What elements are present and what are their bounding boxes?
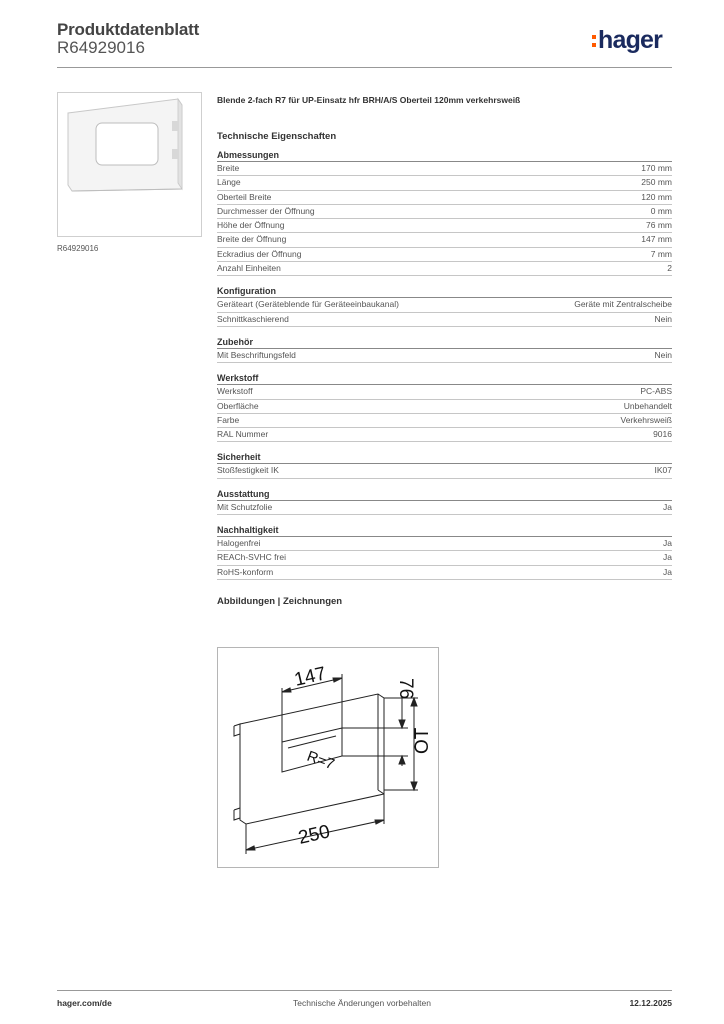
spec-row <box>217 248 672 262</box>
document-title: Produktdatenblatt <box>57 20 200 39</box>
group-safety <box>217 452 672 478</box>
spec-row <box>217 414 672 428</box>
technical-drawing <box>217 647 439 868</box>
group-title: Konfiguration <box>217 286 672 298</box>
group-sustainability <box>217 525 672 580</box>
spec-value: 120 mm <box>641 191 672 202</box>
product-image <box>57 92 202 237</box>
spec-row <box>217 205 672 219</box>
spec-row <box>217 219 672 233</box>
dim-length: 250 <box>296 821 333 849</box>
spec-value: 0 mm <box>650 205 672 216</box>
spec-row <box>217 262 672 276</box>
group-title: Ausstattung <box>217 489 672 501</box>
spec-label: Oberfläche <box>217 400 259 411</box>
spec-label: Breite der Öffnung <box>217 234 287 245</box>
cover-plate-image <box>58 93 201 236</box>
spec-row <box>217 349 672 363</box>
spec-value: Verkehrsweiß <box>620 414 672 425</box>
spec-label: Schnittkaschierend <box>217 313 289 324</box>
spec-row <box>217 537 672 551</box>
spec-row <box>217 162 672 176</box>
spec-row <box>217 428 672 442</box>
group-dimensions <box>217 150 672 276</box>
group-title: Werkstoff <box>217 373 672 385</box>
spec-value: 170 mm <box>641 163 672 173</box>
logo-dots-icon <box>592 33 596 49</box>
spec-value: 147 mm <box>641 234 672 245</box>
group-accessories <box>217 337 672 363</box>
spec-label: Oberteil Breite <box>217 191 272 202</box>
group-title: Sicherheit <box>217 452 672 464</box>
footer-note: Technische Änderungen vorbehalten <box>293 998 431 1008</box>
spec-label: Eckradius der Öffnung <box>217 248 302 259</box>
spec-value: Ja <box>663 566 672 577</box>
spec-label: RAL Nummer <box>217 429 269 440</box>
spec-label: REACh-SVHC frei <box>217 552 286 563</box>
spec-value: Nein <box>654 313 672 324</box>
product-image-caption: R64929016 <box>57 244 99 253</box>
spec-value: 2 <box>667 263 672 274</box>
spec-label: Halogenfrei <box>217 538 261 549</box>
spec-value: IK07 <box>654 465 672 476</box>
spec-label: Länge <box>217 177 241 188</box>
spec-label: Breite <box>217 163 240 173</box>
spec-value: 250 mm <box>641 177 672 188</box>
spec-label: Durchmesser der Öffnung <box>217 205 315 216</box>
group-title: Zubehör <box>217 337 672 349</box>
dim-upper-width: OT <box>412 727 433 754</box>
spec-row <box>217 313 672 327</box>
group-title: Abmessungen <box>217 150 672 162</box>
spec-row <box>217 233 672 247</box>
spec-label: Stoßfestigkeit IK <box>217 465 279 476</box>
figures-heading: Abbildungen | Zeichnungen <box>217 595 343 607</box>
spec-label: Geräteart (Geräteblende für Geräteeinbaukanal) <box>217 299 399 310</box>
dim-opening-height: 76 <box>395 678 416 700</box>
spec-label: Werkstoff <box>217 386 253 397</box>
group-equipment <box>217 489 672 515</box>
spec-value: Geräte mit Zentralscheibe <box>574 299 672 310</box>
spec-row <box>217 551 672 565</box>
spec-label: Mit Beschriftungsfeld <box>217 349 296 360</box>
spec-value: Nein <box>654 349 672 360</box>
spec-row <box>217 176 672 190</box>
spec-label: Höhe der Öffnung <box>217 220 285 231</box>
spec-value: PC-ABS <box>640 386 672 397</box>
spec-value: 76 mm <box>646 220 672 231</box>
spec-label: RoHS-konform <box>217 566 274 577</box>
dim-corner-radius: R=7 <box>304 747 337 774</box>
footer-date: 12.12.2025 <box>629 998 672 1008</box>
specification-column <box>217 95 672 607</box>
footer-divider <box>57 990 672 991</box>
spec-value: 7 mm <box>650 248 672 259</box>
technical-properties-heading: Technische Eigenschaften <box>217 131 337 142</box>
group-material <box>217 373 672 442</box>
group-title: Nachhaltigkeit <box>217 525 672 537</box>
hager-logo <box>592 26 662 55</box>
spec-row <box>217 191 672 205</box>
logo-text: hager <box>598 26 663 54</box>
dim-opening-width: 147 <box>292 663 329 691</box>
spec-value: Unbehandelt <box>623 400 672 411</box>
spec-row <box>217 298 672 312</box>
spec-label: Farbe <box>217 414 240 425</box>
article-number: R64929016 <box>57 38 145 57</box>
spec-value: Ja <box>663 552 672 563</box>
spec-value: Ja <box>663 538 672 549</box>
dimension-drawing <box>218 648 438 867</box>
spec-row <box>217 501 672 515</box>
spec-label: Mit Schutzfolie <box>217 501 273 512</box>
spec-row <box>217 566 672 580</box>
header-divider <box>57 67 672 68</box>
spec-value: 9016 <box>653 429 672 440</box>
spec-label: Anzahl Einheiten <box>217 263 281 274</box>
footer-website[interactable]: hager.com/de <box>57 998 112 1008</box>
spec-row <box>217 400 672 414</box>
group-configuration <box>217 286 672 327</box>
spec-value: Ja <box>663 501 672 512</box>
spec-row <box>217 385 672 399</box>
product-name: Blende 2-fach R7 für UP-Einsatz hfr BRH/A/S Oberteil 120mm verkehrsweiß <box>217 95 521 105</box>
spec-row <box>217 464 672 478</box>
